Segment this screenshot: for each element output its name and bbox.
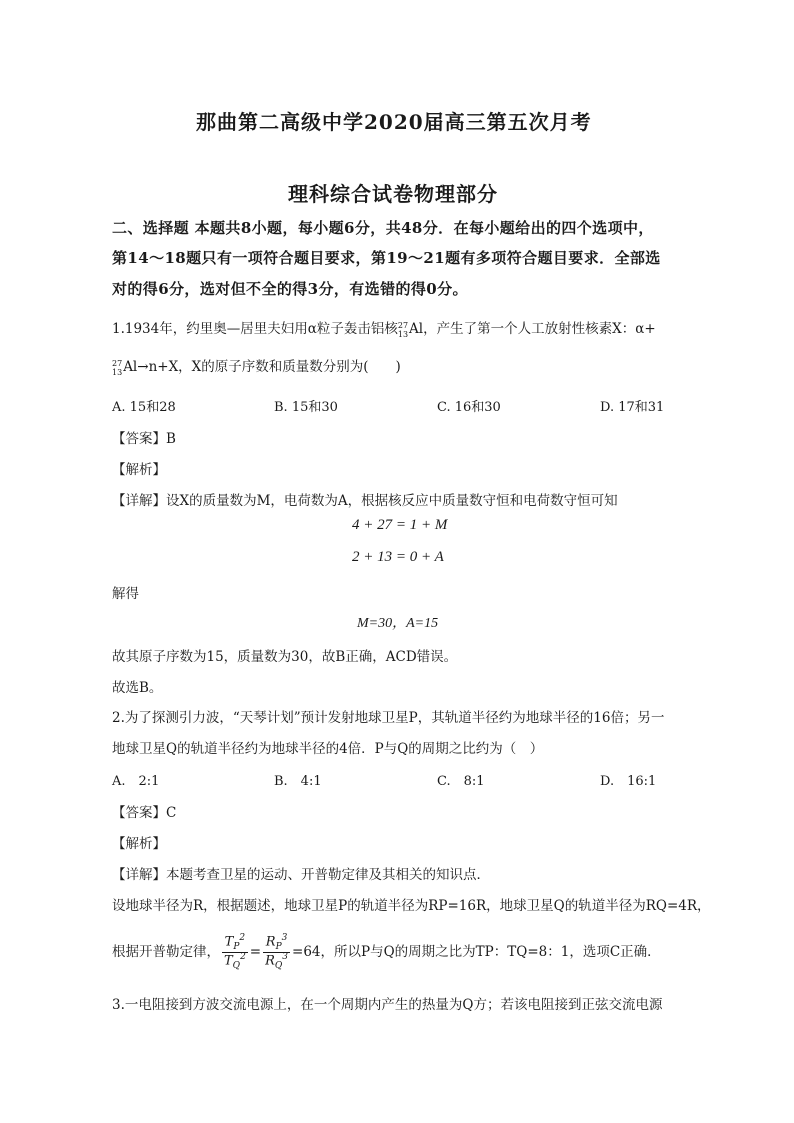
period-ratio-fraction: [222, 934, 248, 971]
section-instructions-line2: 第14～18题只有一项符合题目要求，第19～21题有多项符合题目要求．全部选: [112, 249, 661, 267]
page-subtitle: 理科综合试卷物理部分: [288, 182, 498, 206]
section-instructions-line1: 二、选择题 本题共8小题，每小题6分，共48分．在每小题给出的四个选项中，: [112, 219, 654, 237]
answer-value: B: [166, 431, 176, 447]
detail-label: 【详解】: [112, 493, 166, 509]
q2-answer: [112, 801, 176, 821]
q1-equation-mass: 4 + 27 = 1 + M: [352, 517, 448, 533]
q2-option-d: D. 16:1: [600, 774, 657, 789]
q1-detail: [112, 489, 618, 509]
nuclide-symbol: Al: [409, 321, 424, 337]
q1-analysis-label: 【解析】: [112, 462, 166, 478]
q1-option-a: A. 15和28: [112, 400, 176, 415]
detail-text-2: 本题考查卫星的运动、开普勒定律及其相关的知识点．: [166, 867, 490, 883]
nuclide-atomic-number: 13: [397, 329, 409, 339]
page-title: 那曲第二高级中学2020届高三第五次月考: [196, 110, 592, 134]
answer-value-2: C: [166, 805, 177, 821]
detail-label-2: 【详解】: [112, 867, 166, 883]
detail-text: 设X的质量数为M，电荷数为A，根据核反应中质量数守恒和电荷数守恒可知: [166, 493, 618, 509]
q2-kepler-result: =64，所以P与Q的周期之比为TP：TQ=8：1，选项C正确．: [292, 943, 661, 960]
fraction-denominator-r: $R_Q^3$: [265, 951, 289, 971]
q2-reasoning-line1: 设地球半径为R，根据题述，地球卫星P的轨道半径为RP=16R，地球卫星Q的轨道半径为RQ=4R，: [112, 898, 711, 914]
q2-kepler-label: 根据开普勒定律，: [112, 943, 220, 960]
q1-option-c: C. 16和30: [437, 400, 501, 415]
fraction-numerator: $T_P^2$: [222, 934, 248, 953]
aluminum-nuclide: [398, 321, 408, 339]
nuclide-atomic-number-2: 13: [112, 367, 123, 377]
q2-option-b: B. 4:1: [274, 774, 322, 789]
q1-stem-b: ，产生了第一个人工放射性核素X：α+: [423, 321, 656, 337]
section-instructions-line3: 对的得6分，选对但不全的得3分，有选错的得0分。: [112, 280, 468, 298]
radius-ratio-fraction: [263, 934, 290, 971]
answer-label: 【答案】: [112, 431, 166, 447]
q1-stem-c: Al→n+X，X的原子序数和质量数分别为( ): [123, 359, 401, 375]
q2-stem-line2: 地球卫星Q的轨道半径约为地球半径的4倍．P与Q的周期之比约为（ ）: [112, 741, 544, 757]
nuclide-mass-number: 27: [397, 320, 409, 330]
q1-result: M=30，A=15: [357, 616, 439, 631]
q2-option-c: C. 8:1: [437, 774, 485, 789]
aluminum-nuclide-2: [112, 359, 122, 377]
q1-stem-a: 1.1934年，约里奥—居里夫妇用α粒子轰击铝核: [112, 321, 398, 337]
q1-conclusion: 故其原子序数为15，质量数为30，故B正确，ACD错误。: [112, 649, 458, 665]
q1-stem-line2: [112, 355, 401, 377]
q2-option-a: A. 2:1: [112, 774, 160, 789]
answer-label-2: 【答案】: [112, 805, 166, 821]
nuclide-mass-number-2: 27: [112, 358, 123, 368]
q1-stem-line1: [112, 317, 656, 339]
q2-reasoning-line2: 根据开普勒定律， $\frac{T_P^2}{T_Q^2}$ = $\frac{R_P^3}{R_Q^3}$ =64，所以P与Q的周期之比为TP：TQ=8：1，选项C正确．: [112, 933, 661, 971]
fraction-denominator: $T_Q^2$: [224, 951, 246, 971]
q1-option-d: D. 17和31: [600, 400, 665, 415]
fraction-numerator-r: $R_P^3$: [263, 934, 290, 953]
q1-option-b: B. 15和30: [274, 400, 338, 415]
q2-stem-line1: 2.为了探测引力波，“天琴计划”预计发射地球卫星P，其轨道半径约为地球半径的16倍；另一: [112, 710, 665, 726]
q1-answer: [112, 427, 176, 447]
q1-equation-charge: 2 + 13 = 0 + A: [352, 549, 444, 565]
q1-choose: 故选B。: [112, 680, 163, 696]
q3-stem-line1: 3.一电阻接到方波交流电源上，在一个周期内产生的热量为Q方；若该电阻接到正弦交流电源: [112, 997, 663, 1013]
q2-detail: [112, 863, 490, 883]
q1-solve-label: 解得: [112, 586, 139, 602]
q2-analysis-label: 【解析】: [112, 836, 166, 852]
